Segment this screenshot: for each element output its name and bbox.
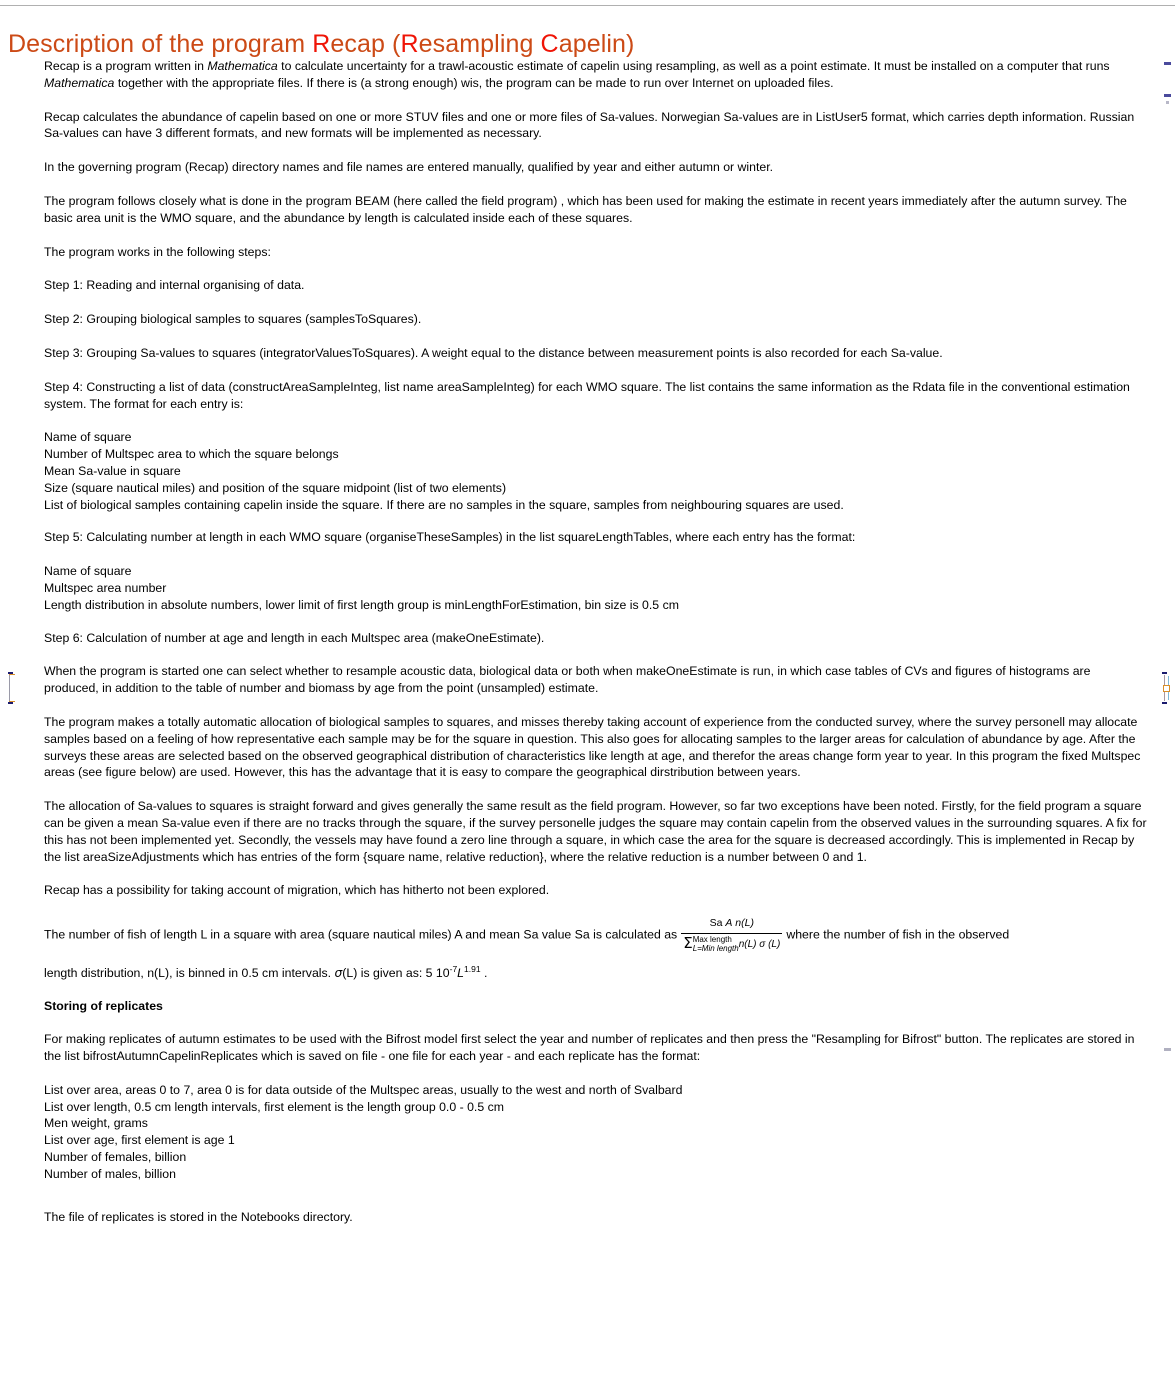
list-item: Number of females, billion xyxy=(44,1150,187,1165)
list-item: Mean Sa-value in square xyxy=(44,463,181,478)
formula-length-symbol: L xyxy=(457,965,465,980)
formula-den-body: n(L) σ (L) xyxy=(738,938,781,950)
list-item: Number of males, billion xyxy=(44,1166,176,1181)
cell-bracket-right[interactable] xyxy=(1160,672,1171,704)
formula-num-nl: n(L) xyxy=(735,917,754,930)
title-segment-5: C xyxy=(540,29,559,58)
cell-bracket-left[interactable] xyxy=(4,672,15,704)
cell-bracket-marker-second[interactable] xyxy=(1164,94,1173,108)
cell-bracket-right-cap-bottom xyxy=(1162,702,1167,704)
paragraph-step-1: Step 1: Reading and internal organising of data. xyxy=(44,278,305,293)
top-horizontal-rule xyxy=(0,5,1175,6)
cell-bracket-left-line xyxy=(9,675,10,701)
page-title xyxy=(8,29,634,59)
cell-bracket-left-tick-top xyxy=(9,674,15,675)
paragraph-resample-options: When the program is started one can select whether to resample acoustic data, biological data or both when makeOneEstimate is run, in which case tables of CVs and figures of histograms are produced, in addition to the table of number and biomass by age from the point (unsampled) estimate. xyxy=(44,664,1091,696)
paragraph-beam-comparison: The program follows closely what is done in the program BEAM (here called the field program) , which has been used for making the estimate in recent years immediately after the autumn survey. The basic area unit is the WMO square, and the abundance by length is calculated inside each of these squares. xyxy=(44,193,1127,225)
document-body xyxy=(44,58,1147,1242)
formula-sum-limits xyxy=(693,935,739,953)
title-segment-2: ecap ( xyxy=(330,29,401,58)
paragraph-intro-part-a: Recap is a program written in xyxy=(44,59,208,73)
paragraph-migration: Recap has a possibility for taking account of migration, which has hitherto not been explored. xyxy=(44,883,550,898)
formula-lead-text: The number of fish of length L in a square with area (square nautical miles) A and mean Sa value Sa is calculated as xyxy=(44,927,678,942)
formula-num-area: A xyxy=(725,917,733,930)
list-item: Length distribution in absolute numbers, lower limit of first length group is minLengthForEstimation, bin size is 0.5 cm xyxy=(44,597,679,612)
cell-bracket-right-handle[interactable] xyxy=(1163,685,1170,692)
list-item: List of biological samples containing capelin inside the square. If there are no samples in the square, samples from neighbouring squares are used. xyxy=(44,497,844,512)
title-segment-4: esampling xyxy=(418,29,541,58)
paragraph-intro xyxy=(44,58,1147,92)
formula-summation xyxy=(683,935,739,953)
paragraph-intro-italic-1: Mathematica xyxy=(207,59,278,73)
paragraph-abundance: Recap calculates the abundance of capelin based on one or more STUV files and one or more files of Sa-values. Norwegian Sa-values are in ListUser5 format, which carries depth information. Russian Sa-values can have 3 different formats, and new formats will be implemented as necessary. xyxy=(44,109,1135,141)
formula-sum-upper: Max length xyxy=(692,934,732,944)
formula-exponent-191: 1.91 xyxy=(464,963,481,974)
cell-bracket-right-cap-top xyxy=(1162,672,1167,674)
cell-bracket-marker-top[interactable] xyxy=(1164,62,1173,72)
list-item: Number of Multspec area to which the square belongs xyxy=(44,447,339,462)
paragraph-formula-second-line xyxy=(44,961,1147,982)
cell-bracket-left-cap-bottom xyxy=(8,702,13,704)
paragraph-automatic-allocation: The program makes a totally automatic allocation of biological samples to squares, and misses thereby taking account of experience from the conducted survey, where the survey personell may allocate samples based on a feeling of how representative each sample may be for the square in question. This also goes for allocating samples to the larger areas for calculation of abundance by age. After the surveys these areas are selected based on the observed geographical distribution of characteristics like length at age, and therefor the areas change form year to year. In this program the fixed Multspec areas (see figure below) are used. However, this has the advantage that it is easy to compare the geographical dirstribution between years. xyxy=(44,714,1141,780)
paragraph-step-4: Step 4: Constructing a list of data (constructAreaSampleInteg, list name areaSampleInteg) for each WMO square. The list contains the same information as the Rdata file in the conventional estimation system. The format for each entry is: xyxy=(44,379,1130,411)
formula-denominator xyxy=(681,934,782,954)
list-item: Name of square xyxy=(44,430,132,445)
list-item: List over age, first element is age 1 xyxy=(44,1133,235,1148)
title-segment-3: R xyxy=(400,29,419,58)
formula-tail-text: where the number of fish in the observed xyxy=(786,927,1010,942)
paragraph-governing-program: In the governing program (Recap) directory names and file names are entered manually, qualified by year and either autumn or winter. xyxy=(44,160,774,175)
paragraph-step-3: Step 3: Grouping Sa-values to squares (integratorValuesToSquares). A weight equal to the distance between measurement points is also recorded for each Sa-value. xyxy=(44,345,943,360)
cell-bracket-marker-formula-bar xyxy=(1164,1048,1171,1051)
step-5-format-list xyxy=(44,563,1147,613)
cell-bracket-left-cap-top xyxy=(8,672,13,674)
paragraph-step-2: Step 2: Grouping biological samples to squares (samplesToSquares). xyxy=(44,312,422,327)
paragraph-step-6: Step 6: Calculation of number at age and length in each Multspec area (makeOneEstimate). xyxy=(44,630,545,645)
list-item: Men weight, grams xyxy=(44,1116,148,1131)
title-segment-1: R xyxy=(312,29,331,58)
paragraph-steps-lead: The program works in the following steps: xyxy=(44,244,271,259)
paragraph-file-location: The file of replicates is stored in the Notebooks directory. xyxy=(44,1209,353,1224)
formula-exponent-minus7: -7 xyxy=(449,963,458,974)
formula-line2-part-c: . xyxy=(480,965,488,980)
title-segment-0: Description of the program xyxy=(8,29,313,58)
formula-line2-part-a: length distribution, n(L), is binned in 0.5 cm intervals. xyxy=(44,965,335,980)
paragraph-formula xyxy=(44,916,1147,954)
sigma-icon: Σ xyxy=(683,934,693,953)
paragraph-intro-italic-2: Mathematica xyxy=(44,75,115,90)
title-segment-6: apelin) xyxy=(558,29,635,58)
paragraph-step-5: Step 5: Calculating number at length in each WMO square (organiseTheseSamples) in the list squareLengthTables, where each entry has the format: xyxy=(44,530,856,545)
formula-numerator xyxy=(681,915,782,934)
replicate-format-list xyxy=(44,1082,1147,1183)
step-4-format-list xyxy=(44,429,1147,513)
cell-bracket-marker-second-bar xyxy=(1164,94,1171,97)
sigma-lowercase-icon: σ xyxy=(334,965,343,980)
formula-num-sa: Sa xyxy=(709,917,723,930)
list-item: List over length, 0.5 cm length intervals, first element is the length group 0.0 - 0.5 cm xyxy=(44,1099,504,1114)
formula-sum-lower: L=Min length xyxy=(692,943,739,953)
paragraph-intro-part-b: to calculate uncertainty for a trawl-acoustic estimate of capelin using resampling, as well as a point estimate. It must be installed on a computer that runs xyxy=(277,59,1110,73)
list-item: List over area, areas 0 to 7, area 0 is for data outside of the Multspec areas, usually to the west and north of Svalbard xyxy=(44,1082,683,1097)
list-item: Multspec area number xyxy=(44,580,167,595)
paragraph-sa-allocation: The allocation of Sa-values to squares is straight forward and gives generally the same result as the field program. However, so far two exceptions have been noted. Firstly, for the field program a square can be given a mean Sa-value even if there are no tracks through the square, if the survey personelle judges the square may contain capelin from the observed values in the surrounding squares. A fix for this has not been implemented yet. Secondly, the vessels may have found a zero line through a square, in which case the area for the square is decreased accordingly. This is implemented in Recap by the list areaSizeAdjustments which has entries of the form {square name, relative reduction}, where the relative reduction is a number between 0 and 1. xyxy=(44,799,1147,864)
formula-line2-part-b: (L) is given as: 5 10 xyxy=(342,965,450,980)
section-heading-storing-of-replicates: Storing of replicates xyxy=(44,999,163,1014)
formula-fraction xyxy=(681,915,782,953)
list-item: Size (square nautical miles) and position of the square midpoint (list of two elements) xyxy=(44,480,507,495)
paragraph-intro-part-c: together with the appropriate files. If there is (a strong enough) wis, the program can be made to run over Internet on uploaded files. xyxy=(114,75,834,90)
cell-bracket-marker-second-dot xyxy=(1166,101,1169,104)
cell-bracket-marker-formula[interactable] xyxy=(1164,1048,1173,1058)
list-item: Name of square xyxy=(44,564,132,579)
paragraph-bifrost-replicates: For making replicates of autumn estimates to be used with the Bifrost model first select the year and number of replicates and then press the "Resampling for Bifrost" button. The replicates are stored in the list bifrostAutumnCapelinReplicates which is saved on file - one file for each year - and each replicate has the format: xyxy=(44,1032,1135,1064)
cell-bracket-marker-top-bar xyxy=(1164,62,1171,65)
